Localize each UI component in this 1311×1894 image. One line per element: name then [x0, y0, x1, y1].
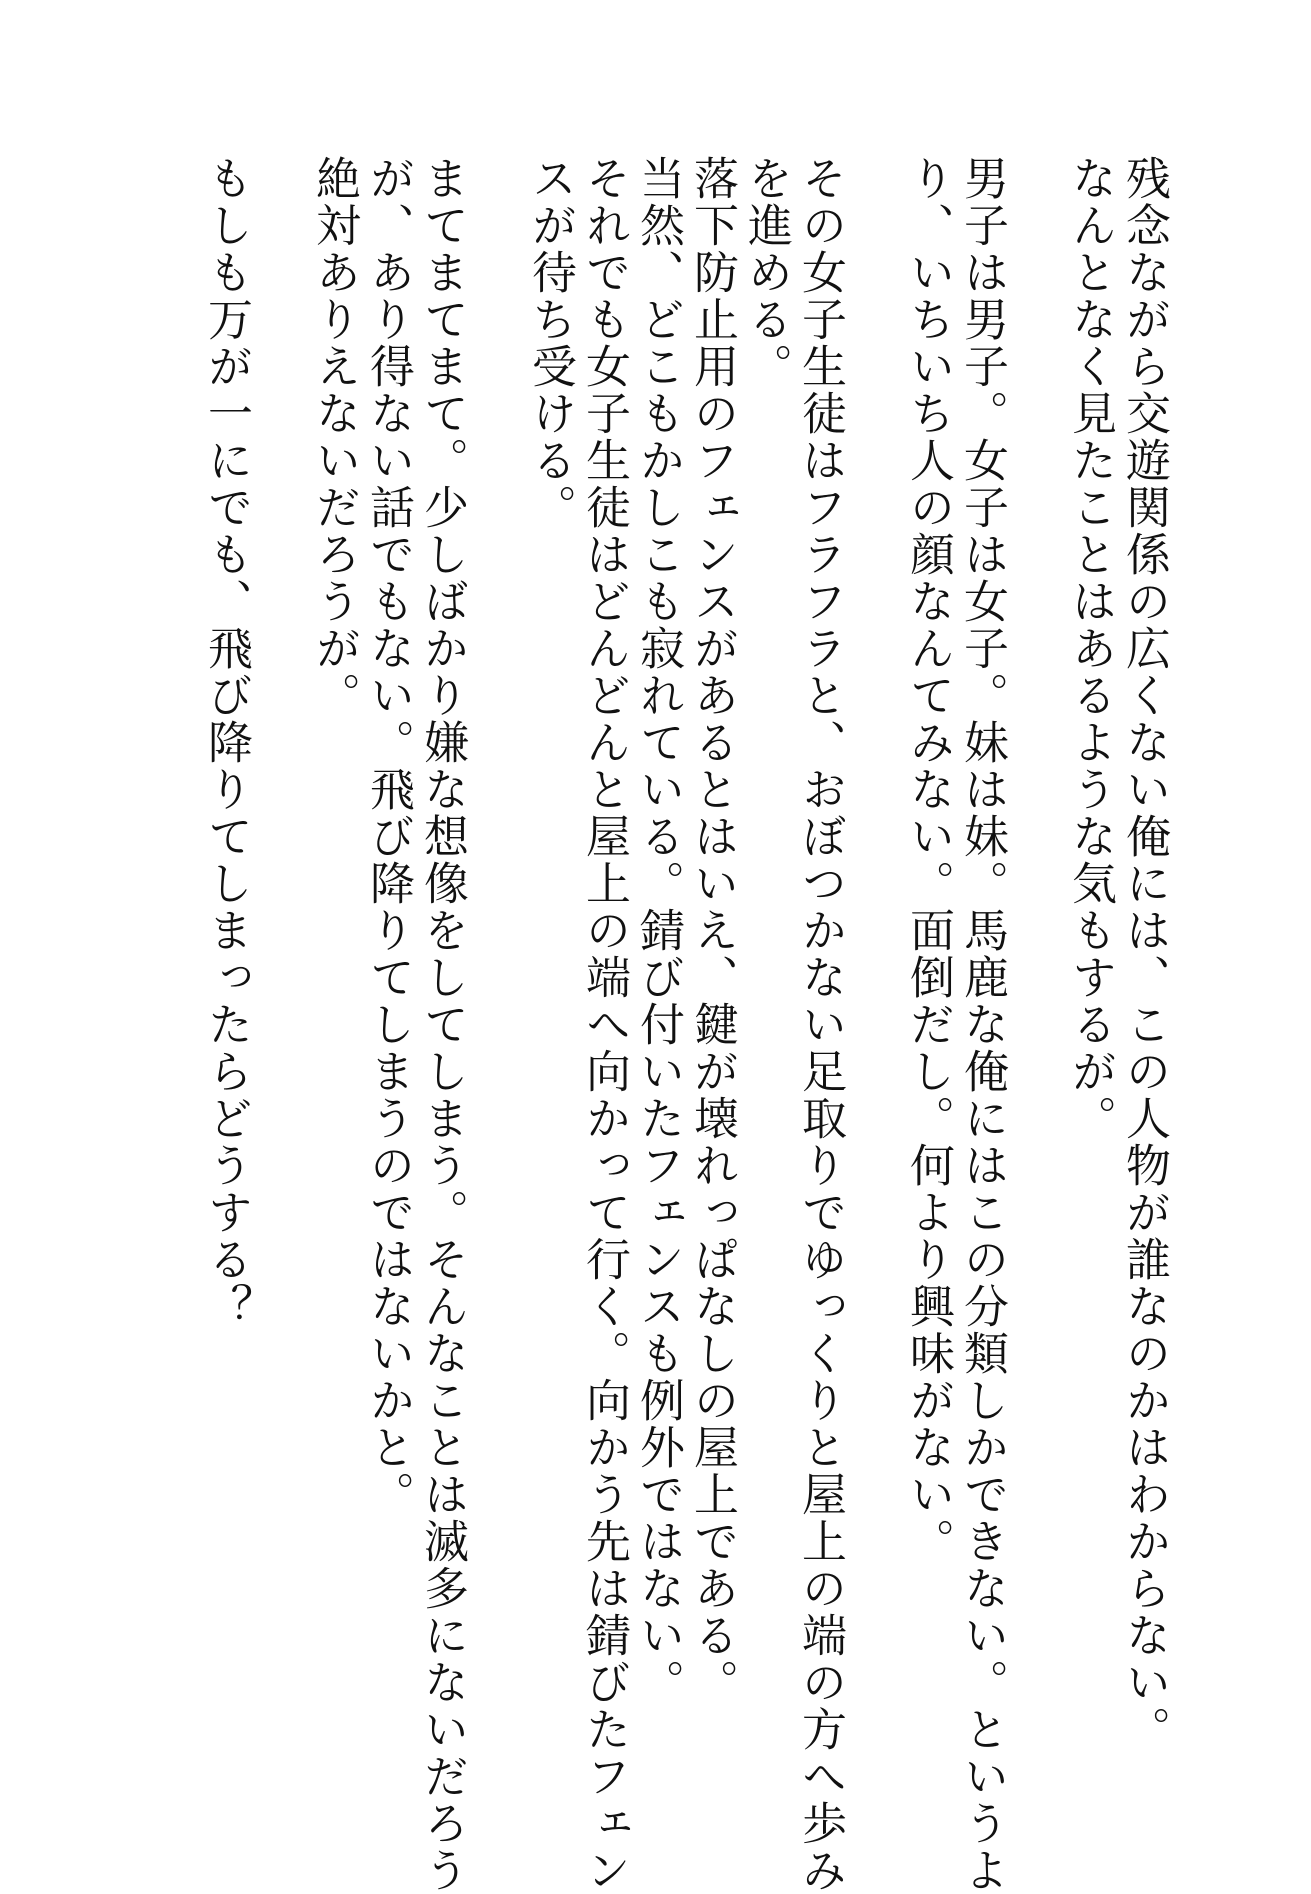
text-line: 男子は男子。女子は女子。妹は妹。馬鹿な俺にはこの分類しかできない。というよ	[956, 155, 1009, 1894]
text-line: スが待ち受ける。	[524, 155, 577, 531]
text-line: それでも女子生徒はどんどんと屋上の端へ向かって行く。向かう先は錆びたフェン	[578, 155, 631, 1894]
text-line: まてまてまて。少しばかり嫌な想像をしてしまう。そんなことは滅多にないだろう	[416, 155, 469, 1894]
text-line: なんとなく見たことはあるような気もするが。	[1064, 155, 1117, 1142]
text-line: が、あり得ない話でもない。飛び降りてしまうのではないかと。	[362, 155, 415, 1518]
paragraph-4	[307, 155, 469, 1894]
text-line: もしも万が一にでも、飛び降りてしまったらどうする？	[200, 155, 253, 1330]
vertical-text-body	[199, 155, 1171, 1894]
paragraph-gap	[1009, 155, 1063, 1715]
paragraph-gap	[847, 155, 901, 1715]
paragraph-5	[199, 155, 253, 1715]
paragraph-1	[1063, 155, 1171, 1753]
paragraph-2	[901, 155, 1009, 1894]
text-line: 残念ながら交遊関係の広くない俺には、この人物が誰なのかはわからない。	[1118, 155, 1171, 1753]
paragraph-gap	[469, 155, 523, 1715]
text-line: 落下防止用のフェンスがあるとはいえ、鍵が壊れっぱなしの屋上である。	[686, 155, 739, 1706]
text-line: り、いちいち人の顔なんてみない。面倒だし。何より興味がない。	[902, 155, 955, 1565]
text-line: を進める。	[740, 155, 793, 390]
paragraph-gap	[253, 155, 307, 1715]
text-line: 絶対ありえないだろうが。	[308, 155, 361, 719]
paragraph-3	[523, 155, 847, 1894]
text-line: その女子生徒はフラフラと、おぼつかない足取りでゆっくりと屋上の端の方へ歩み	[794, 155, 847, 1894]
text-line: 当然、どこもかしこも寂れている。錆び付いたフェンスも例外ではない。	[632, 155, 685, 1706]
